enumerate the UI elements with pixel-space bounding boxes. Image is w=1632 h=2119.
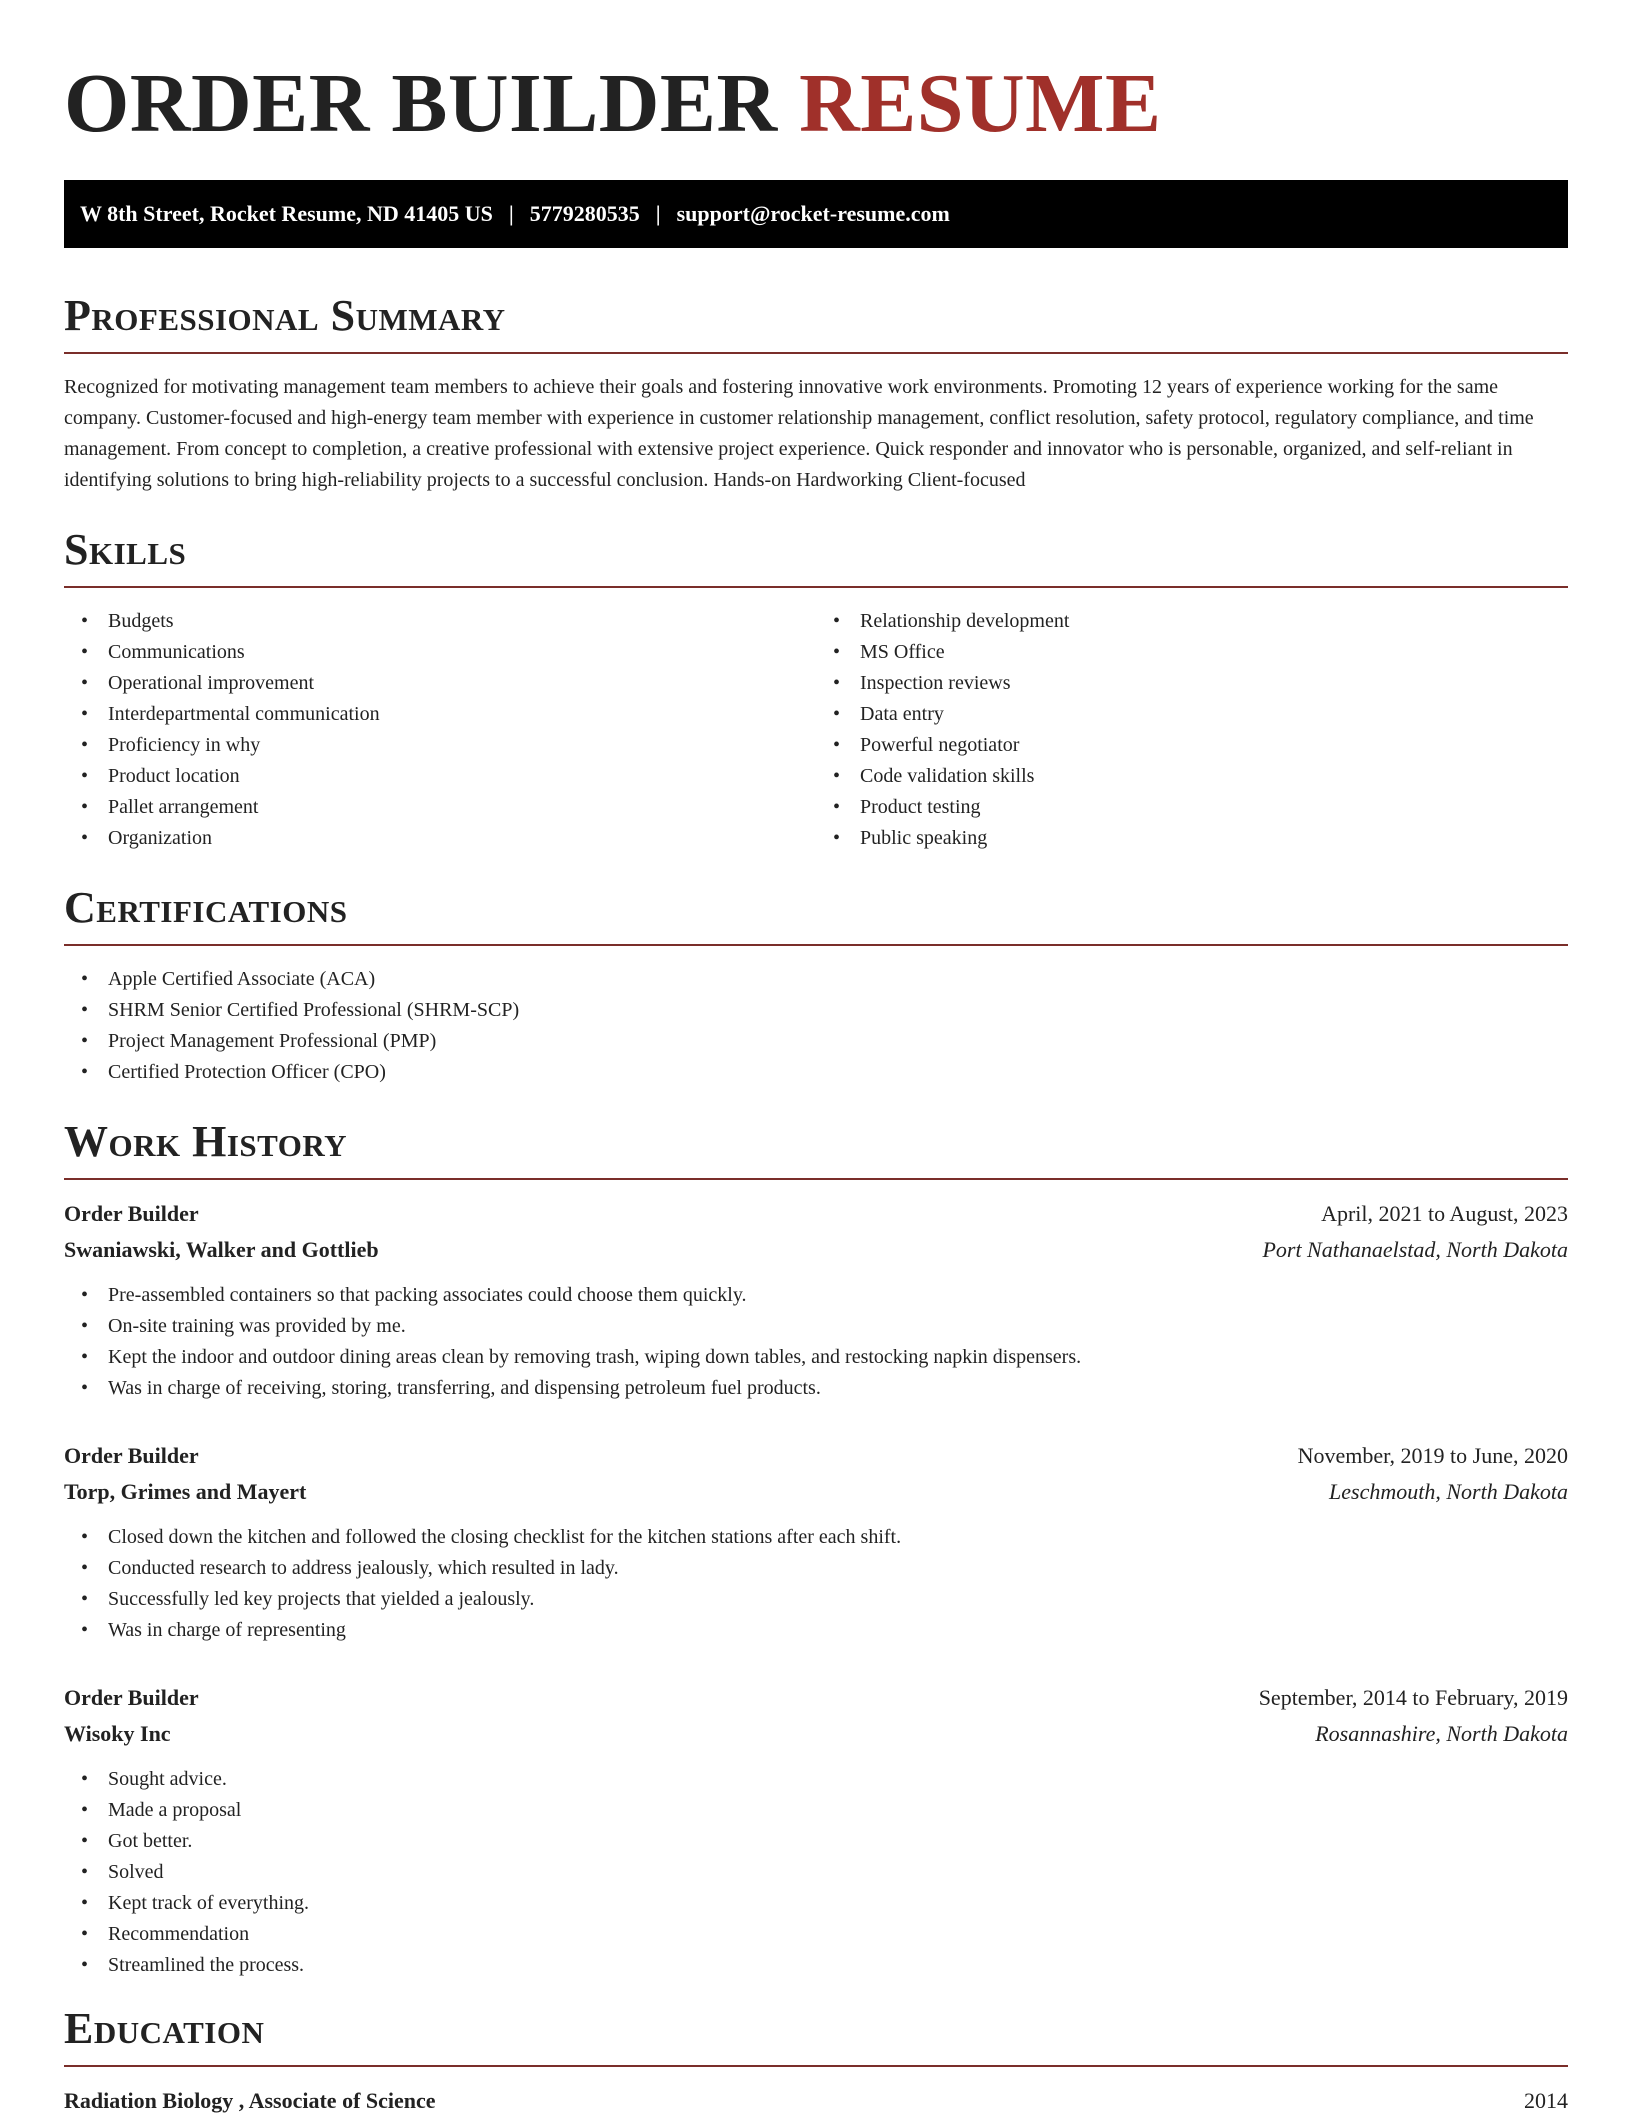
job-title: Order Builder [64,1201,199,1226]
job-subheader [64,1716,1568,1752]
job-dates: September, 2014 to February, 2019 [1258,1685,1568,1710]
skill-item: • Budgets [108,606,816,637]
job-entry [64,1680,1568,1981]
contact-email: support@rocket-resume.com [676,201,950,226]
job-bullet: • Streamlined the process. [108,1950,1568,1981]
skills-title: Skills [64,525,187,574]
job-company: Swaniawski, Walker and Gottlieb [64,1237,379,1262]
skills-section [64,524,1568,854]
job-header [64,1680,1568,1716]
job-bullet: • Conducted research to address jealously, which resulted in lady. [108,1553,1568,1584]
skill-item: • Proficiency in why [108,730,816,761]
job-dates: April, 2021 to August, 2023 [1321,1201,1568,1226]
section-divider [64,944,1568,946]
section-divider [64,586,1568,588]
job-bullet: • Was in charge of representing [108,1615,1568,1646]
certification-item: • Apple Certified Associate (ACA) [108,964,1568,995]
job-bullet: • Closed down the kitchen and followed the closing checklist for the kitchen stations after each shift. [108,1522,1568,1553]
skill-item: • Inspection reviews [860,668,1568,699]
skill-item: • Pallet arrangement [108,792,816,823]
contact-separator: | [508,201,514,226]
certification-item: • Certified Protection Officer (CPO) [108,1057,1568,1088]
job-bullet: • Recommendation [108,1919,1568,1950]
job-bullets [64,1764,1568,1981]
section-divider [64,1178,1568,1180]
job-bullets [64,1280,1568,1404]
job-bullet: • On-site training was provided by me. [108,1311,1568,1342]
skill-item: • Interdepartmental communication [108,699,816,730]
job-entry [64,1438,1568,1646]
job-bullet: • Got better. [108,1826,1568,1857]
job-subheader [64,1232,1568,1268]
job-bullets [64,1522,1568,1646]
job-title: Order Builder [64,1443,199,1468]
education-title: Education [64,2004,265,2053]
skill-item: • Organization [108,823,816,854]
work-history-title: Work History [64,1117,348,1166]
skill-item: • Product testing [860,792,1568,823]
skill-item: • Relationship development [860,606,1568,637]
summary-section [64,290,1568,496]
education-degree: Radiation Biology , Associate of Science [64,2088,436,2113]
job-bullet: • Solved [108,1857,1568,1888]
skill-item: • Public speaking [860,823,1568,854]
skills-columns [64,606,1568,854]
name-first: ORDER BUILDER [64,57,778,150]
job-bullet: • Sought advice. [108,1764,1568,1795]
contact-bar [64,180,1568,248]
job-bullet: • Kept track of everything. [108,1888,1568,1919]
job-subheader [64,1474,1568,1510]
contact-phone: 5779280535 [529,201,640,226]
contact-address: W 8th Street, Rocket Resume, ND 41405 US [80,201,493,226]
job-location: Rosannashire, North Dakota [1315,1721,1568,1746]
job-company: Wisoky Inc [64,1721,171,1746]
certification-item: • SHRM Senior Certified Professional (SHRM-SCP) [108,995,1568,1026]
summary-text: Recognized for motivating management team members to achieve their goals and fostering innovative work environments. Promoting 12 years of experience working for the same company. Customer-focused and high-energy team member with experience in customer relationship management, conflict resolution, safety protocol, regulatory compliance, and time management. From concept to completion, a creative professional with extensive project experience. Quick responder and innovator who is personable, organized, and self-reliant in identifying solutions to bring high-reliability projects to a successful conclusion. Hands-on Hardworking Client-focused [64,376,1534,491]
job-location: Port Nathanaelstad, North Dakota [1262,1237,1568,1262]
certification-item: • Project Management Professional (PMP) [108,1026,1568,1057]
skill-item: • Product location [108,761,816,792]
job-bullet: • Kept the indoor and outdoor dining areas clean by removing trash, wiping down tables, and restocking napkin dispensers. [108,1342,1568,1373]
skill-item: • Data entry [860,699,1568,730]
summary-title: Professional Summary [64,291,506,340]
skill-item: • MS Office [860,637,1568,668]
certifications-list [64,964,1568,1088]
certifications-section [64,882,1568,1088]
name-accent: RESUME [799,57,1162,150]
skills-list-left [64,606,816,854]
education-section [64,2003,1568,2119]
work-history-section [64,1116,1568,1981]
job-location: Leschmouth, North Dakota [1329,1479,1568,1504]
skill-item: • Powerful negotiator [860,730,1568,761]
certifications-title: Certifications [64,883,348,932]
job-header [64,1438,1568,1474]
education-entry [64,2083,1568,2119]
job-bullet: • Was in charge of receiving, storing, transferring, and dispensing petroleum fuel products. [108,1373,1568,1404]
job-company: Torp, Grimes and Mayert [64,1479,307,1504]
job-bullet: • Made a proposal [108,1795,1568,1826]
skills-list-right [816,606,1568,854]
job-dates: November, 2019 to June, 2020 [1297,1443,1568,1468]
education-year: 2014 [1524,2088,1568,2113]
section-divider [64,2065,1568,2067]
resume-name-heading [64,0,1568,152]
job-title: Order Builder [64,1685,199,1710]
contact-separator: | [655,201,661,226]
job-entry [64,1196,1568,1404]
job-header [64,1196,1568,1232]
skill-item: • Communications [108,637,816,668]
job-bullet: • Pre-assembled containers so that packing associates could choose them quickly. [108,1280,1568,1311]
section-divider [64,352,1568,354]
skill-item: • Operational improvement [108,668,816,699]
skill-item: • Code validation skills [860,761,1568,792]
job-bullet: • Successfully led key projects that yielded a jealously. [108,1584,1568,1615]
